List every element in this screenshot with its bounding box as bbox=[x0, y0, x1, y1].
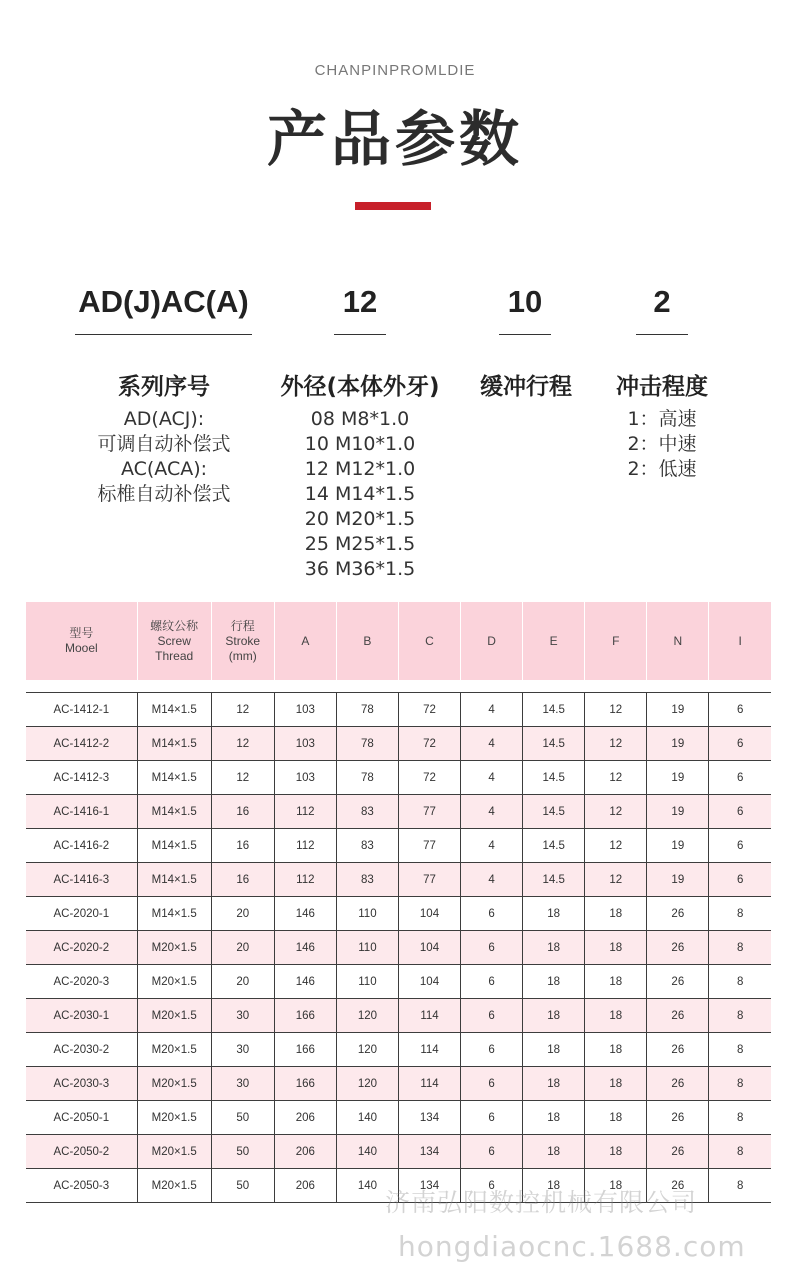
table-row bbox=[26, 931, 771, 965]
table-cell: 18 bbox=[523, 1135, 585, 1169]
table-cell: 14.5 bbox=[523, 727, 585, 761]
table-cell: 4 bbox=[461, 795, 523, 829]
table-cell: M20×1.5 bbox=[137, 1033, 211, 1067]
table-cell: 104 bbox=[398, 965, 460, 999]
table-cell: M14×1.5 bbox=[137, 829, 211, 863]
table-cell: AC-1416-1 bbox=[26, 795, 137, 829]
table-cell: AC-2020-2 bbox=[26, 931, 137, 965]
table-cell: 12 bbox=[585, 863, 647, 897]
table-row bbox=[26, 795, 771, 829]
series-line: AD(ACJ): bbox=[123, 408, 205, 430]
table-cell: 18 bbox=[523, 999, 585, 1033]
table-cell: 19 bbox=[647, 863, 709, 897]
table-cell: 206 bbox=[274, 1169, 336, 1203]
diameter-line: 14 M14*1.5 bbox=[304, 483, 416, 505]
table-cell: 8 bbox=[709, 931, 771, 965]
table-cell: 77 bbox=[398, 795, 460, 829]
table-cell: AC-2020-1 bbox=[26, 897, 137, 931]
table-cell: AC-1412-2 bbox=[26, 727, 137, 761]
table-cell: 6 bbox=[461, 1169, 523, 1203]
table-cell: 18 bbox=[585, 1033, 647, 1067]
table-cell: 166 bbox=[274, 1067, 336, 1101]
table-cell: M20×1.5 bbox=[137, 1169, 211, 1203]
table-cell: 14.5 bbox=[523, 761, 585, 795]
diameter-heading: 外径(本体外牙) bbox=[280, 374, 440, 400]
table-cell: AC-1412-1 bbox=[26, 693, 137, 727]
table-row bbox=[26, 1033, 771, 1067]
table-cell: 20 bbox=[211, 965, 274, 999]
table-cell: 18 bbox=[585, 965, 647, 999]
table-cell: 78 bbox=[336, 727, 398, 761]
table-cell: AC-2050-1 bbox=[26, 1101, 137, 1135]
code-impact-underline bbox=[636, 334, 688, 335]
column-header-line: 型号 bbox=[69, 626, 94, 640]
table-cell: 26 bbox=[647, 931, 709, 965]
table-cell: M14×1.5 bbox=[137, 897, 211, 931]
table-cell: 6 bbox=[709, 795, 771, 829]
table-cell: 14.5 bbox=[523, 693, 585, 727]
column-header bbox=[647, 602, 709, 680]
column-header-line: B bbox=[363, 633, 372, 648]
table-cell: 30 bbox=[211, 1067, 274, 1101]
table-cell: 18 bbox=[585, 999, 647, 1033]
table-cell: 14.5 bbox=[523, 829, 585, 863]
table-cell: 26 bbox=[647, 999, 709, 1033]
diameter-line: 10 M10*1.0 bbox=[304, 433, 416, 455]
table-header-row bbox=[26, 602, 771, 680]
code-diameter: 12 bbox=[342, 284, 378, 319]
table-cell: 4 bbox=[461, 863, 523, 897]
table-cell: 50 bbox=[211, 1135, 274, 1169]
table-cell: 18 bbox=[585, 1169, 647, 1203]
table-cell: 110 bbox=[336, 931, 398, 965]
series-line: 标椎自动补偿式 bbox=[97, 483, 231, 505]
code-impact: 2 bbox=[653, 284, 671, 319]
column-header-line: Screw bbox=[157, 633, 191, 648]
table-cell: 50 bbox=[211, 1101, 274, 1135]
column-header-line: 行程 bbox=[230, 618, 255, 633]
table-row bbox=[26, 1101, 771, 1135]
table-cell: AC-2050-2 bbox=[26, 1135, 137, 1169]
table-cell: 18 bbox=[585, 1135, 647, 1169]
table-cell: 166 bbox=[274, 999, 336, 1033]
code-diameter-underline bbox=[334, 334, 386, 335]
table-cell: 4 bbox=[461, 727, 523, 761]
table-cell: 6 bbox=[709, 829, 771, 863]
table-cell: 146 bbox=[274, 965, 336, 999]
table-cell: 16 bbox=[211, 829, 274, 863]
diameter-line: 25 M25*1.5 bbox=[304, 533, 416, 555]
table-cell: M14×1.5 bbox=[137, 863, 211, 897]
table-cell: 110 bbox=[336, 897, 398, 931]
table-row bbox=[26, 1135, 771, 1169]
table-cell: 120 bbox=[336, 1033, 398, 1067]
table-cell: AC-2020-3 bbox=[26, 965, 137, 999]
table-cell: 26 bbox=[647, 965, 709, 999]
table-cell: 166 bbox=[274, 1033, 336, 1067]
column-header bbox=[211, 602, 274, 680]
table-cell: 134 bbox=[398, 1169, 460, 1203]
column-header-line: 螺纹公称 bbox=[150, 618, 199, 633]
table-row bbox=[26, 693, 771, 727]
table-cell: 78 bbox=[336, 693, 398, 727]
stroke-heading: 缓冲行程 bbox=[480, 374, 572, 400]
impact-line: 1：高速 bbox=[627, 408, 697, 430]
table-cell: 8 bbox=[709, 1101, 771, 1135]
table-cell: 206 bbox=[274, 1135, 336, 1169]
table-cell: 6 bbox=[461, 965, 523, 999]
table-cell: 12 bbox=[585, 761, 647, 795]
table-cell: 114 bbox=[398, 1033, 460, 1067]
table-cell: 12 bbox=[211, 761, 274, 795]
series-line: AC(ACA): bbox=[120, 458, 208, 480]
diameter-line: 08 M8*1.0 bbox=[310, 408, 410, 430]
table-cell: 30 bbox=[211, 1033, 274, 1067]
column-header bbox=[137, 602, 211, 680]
table-cell: 19 bbox=[647, 829, 709, 863]
table-cell: 6 bbox=[709, 761, 771, 795]
table-cell: 26 bbox=[647, 1101, 709, 1135]
table-cell: 19 bbox=[647, 727, 709, 761]
spec-table bbox=[26, 602, 771, 1203]
page-title: 产品参数 bbox=[267, 105, 523, 175]
table-cell: 112 bbox=[274, 795, 336, 829]
table-cell: 8 bbox=[709, 1135, 771, 1169]
table-cell: AC-1416-2 bbox=[26, 829, 137, 863]
diameter-line: 20 M20*1.5 bbox=[304, 508, 416, 530]
table-cell: 103 bbox=[274, 727, 336, 761]
table-cell: 16 bbox=[211, 795, 274, 829]
title-accent-bar bbox=[355, 202, 431, 210]
series-heading: 系列序号 bbox=[118, 374, 210, 400]
table-cell: AC-2030-1 bbox=[26, 999, 137, 1033]
table-cell: 12 bbox=[585, 795, 647, 829]
diameter-list bbox=[270, 407, 450, 582]
table-cell: 206 bbox=[274, 1101, 336, 1135]
table-cell: 8 bbox=[709, 1033, 771, 1067]
table-cell: 20 bbox=[211, 931, 274, 965]
table-cell: 6 bbox=[461, 1101, 523, 1135]
table-cell: 8 bbox=[709, 999, 771, 1033]
column-header-line: Stroke bbox=[225, 633, 261, 648]
table-cell: 114 bbox=[398, 999, 460, 1033]
table-cell: 18 bbox=[523, 1169, 585, 1203]
table-row bbox=[26, 1067, 771, 1101]
table-cell: 140 bbox=[336, 1169, 398, 1203]
column-header-line: (mm) bbox=[228, 648, 257, 663]
table-row bbox=[26, 863, 771, 897]
table-cell: 18 bbox=[523, 897, 585, 931]
code-series-underline bbox=[75, 334, 252, 335]
table-cell: M14×1.5 bbox=[137, 795, 211, 829]
impact-list bbox=[602, 407, 722, 482]
table-cell: 114 bbox=[398, 1067, 460, 1101]
table-row bbox=[26, 829, 771, 863]
table-cell: 77 bbox=[398, 829, 460, 863]
table-cell: 19 bbox=[647, 761, 709, 795]
table-cell: 110 bbox=[336, 965, 398, 999]
table-cell: 4 bbox=[461, 693, 523, 727]
table-cell: 6 bbox=[461, 931, 523, 965]
table-cell: 18 bbox=[523, 1101, 585, 1135]
table-cell: 6 bbox=[461, 1033, 523, 1067]
code-stroke-underline bbox=[499, 334, 551, 335]
table-cell: 146 bbox=[274, 897, 336, 931]
table-cell: 134 bbox=[398, 1135, 460, 1169]
table-cell: 104 bbox=[398, 897, 460, 931]
table-cell: 4 bbox=[461, 761, 523, 795]
impact-heading: 冲击程度 bbox=[616, 374, 708, 400]
section-subtitle: CHANPINPROMLDIE bbox=[314, 62, 476, 79]
table-cell: 140 bbox=[336, 1101, 398, 1135]
table-cell: AC-1412-3 bbox=[26, 761, 137, 795]
column-header-line: Thread bbox=[155, 648, 194, 663]
column-header bbox=[709, 602, 771, 680]
table-cell: M20×1.5 bbox=[137, 1067, 211, 1101]
table-cell: 72 bbox=[398, 761, 460, 795]
column-header bbox=[523, 602, 585, 680]
table-row bbox=[26, 965, 771, 999]
table-cell: 112 bbox=[274, 829, 336, 863]
table-cell: M14×1.5 bbox=[137, 693, 211, 727]
table-cell: 6 bbox=[709, 863, 771, 897]
diameter-line: 12 M12*1.0 bbox=[304, 458, 416, 480]
table-cell: 120 bbox=[336, 1067, 398, 1101]
table-cell: 18 bbox=[585, 1067, 647, 1101]
table-cell: 12 bbox=[211, 693, 274, 727]
column-header-line: D bbox=[487, 633, 496, 648]
code-series: AD(J)AC(A) bbox=[78, 284, 249, 319]
table-cell: M20×1.5 bbox=[137, 999, 211, 1033]
table-cell: 12 bbox=[585, 829, 647, 863]
table-cell: 72 bbox=[398, 693, 460, 727]
column-header-line: I bbox=[738, 633, 742, 648]
table-cell: 14.5 bbox=[523, 863, 585, 897]
table-cell: 6 bbox=[461, 897, 523, 931]
table-cell: 146 bbox=[274, 931, 336, 965]
table-cell: 18 bbox=[523, 1033, 585, 1067]
column-header bbox=[26, 602, 137, 680]
table-cell: 50 bbox=[211, 1169, 274, 1203]
table-cell: 103 bbox=[274, 761, 336, 795]
table-cell: M20×1.5 bbox=[137, 965, 211, 999]
table-cell: 83 bbox=[336, 795, 398, 829]
table-cell: 134 bbox=[398, 1101, 460, 1135]
table-cell: 8 bbox=[709, 897, 771, 931]
diameter-line: 36 M36*1.5 bbox=[304, 558, 416, 580]
table-cell: 8 bbox=[709, 1067, 771, 1101]
table-cell: 8 bbox=[709, 965, 771, 999]
table-cell: 26 bbox=[647, 1169, 709, 1203]
table-cell: 16 bbox=[211, 863, 274, 897]
table-cell: 72 bbox=[398, 727, 460, 761]
column-header bbox=[398, 602, 460, 680]
table-cell: 18 bbox=[523, 1067, 585, 1101]
table-cell: 19 bbox=[647, 795, 709, 829]
table-cell: AC-2050-3 bbox=[26, 1169, 137, 1203]
table-cell: 104 bbox=[398, 931, 460, 965]
table-row bbox=[26, 897, 771, 931]
table-cell: M14×1.5 bbox=[137, 727, 211, 761]
table-cell: 78 bbox=[336, 761, 398, 795]
table-cell: 18 bbox=[585, 931, 647, 965]
table-cell: 26 bbox=[647, 897, 709, 931]
column-header bbox=[336, 602, 398, 680]
table-cell: 4 bbox=[461, 829, 523, 863]
series-list bbox=[64, 407, 264, 507]
table-cell: 14.5 bbox=[523, 795, 585, 829]
code-stroke: 10 bbox=[507, 284, 543, 319]
table-cell: 30 bbox=[211, 999, 274, 1033]
column-header bbox=[585, 602, 647, 680]
table-cell: 120 bbox=[336, 999, 398, 1033]
table-cell: 77 bbox=[398, 863, 460, 897]
table-cell: 112 bbox=[274, 863, 336, 897]
table-cell: 18 bbox=[523, 965, 585, 999]
table-cell: 26 bbox=[647, 1033, 709, 1067]
column-header-line: C bbox=[425, 633, 434, 648]
watermark-company: 济南弘阳数控机械有限公司 bbox=[385, 1188, 698, 1217]
table-row bbox=[26, 727, 771, 761]
watermark-site: hongdiaocnc.1688.com bbox=[398, 1230, 746, 1263]
table-cell: 6 bbox=[709, 727, 771, 761]
table-cell: 20 bbox=[211, 897, 274, 931]
table-cell: 103 bbox=[274, 693, 336, 727]
table-cell: 18 bbox=[585, 897, 647, 931]
table-cell: M20×1.5 bbox=[137, 1101, 211, 1135]
table-cell: 26 bbox=[647, 1135, 709, 1169]
table-cell: 12 bbox=[585, 693, 647, 727]
table-row bbox=[26, 761, 771, 795]
column-header-line: Mooel bbox=[64, 641, 98, 655]
column-header-line: F bbox=[612, 633, 620, 648]
table-cell: 19 bbox=[647, 693, 709, 727]
table-cell: AC-2030-3 bbox=[26, 1067, 137, 1101]
table-cell: 83 bbox=[336, 863, 398, 897]
table-row bbox=[26, 999, 771, 1033]
table-cell: 6 bbox=[461, 999, 523, 1033]
series-line: 可调自动补偿式 bbox=[97, 433, 231, 455]
table-cell: AC-1416-3 bbox=[26, 863, 137, 897]
column-header-line: N bbox=[673, 633, 683, 648]
column-header-line: E bbox=[549, 633, 558, 648]
impact-line: 2：低速 bbox=[627, 458, 697, 480]
table-cell: AC-2030-2 bbox=[26, 1033, 137, 1067]
table-cell: 6 bbox=[709, 693, 771, 727]
table-cell: M14×1.5 bbox=[137, 761, 211, 795]
column-header-line: A bbox=[301, 633, 310, 648]
column-header bbox=[461, 602, 523, 680]
table-cell: 26 bbox=[647, 1067, 709, 1101]
impact-line: 2：中速 bbox=[627, 433, 697, 455]
table-cell: 83 bbox=[336, 829, 398, 863]
table-cell: 140 bbox=[336, 1135, 398, 1169]
table-cell: 8 bbox=[709, 1169, 771, 1203]
table-cell: M20×1.5 bbox=[137, 931, 211, 965]
table-cell: 6 bbox=[461, 1067, 523, 1101]
table-cell: 18 bbox=[585, 1101, 647, 1135]
table-cell: 6 bbox=[461, 1135, 523, 1169]
column-header bbox=[274, 602, 336, 680]
table-cell: M20×1.5 bbox=[137, 1135, 211, 1169]
table-cell: 12 bbox=[211, 727, 274, 761]
table-cell: 12 bbox=[585, 727, 647, 761]
table-cell: 18 bbox=[523, 931, 585, 965]
